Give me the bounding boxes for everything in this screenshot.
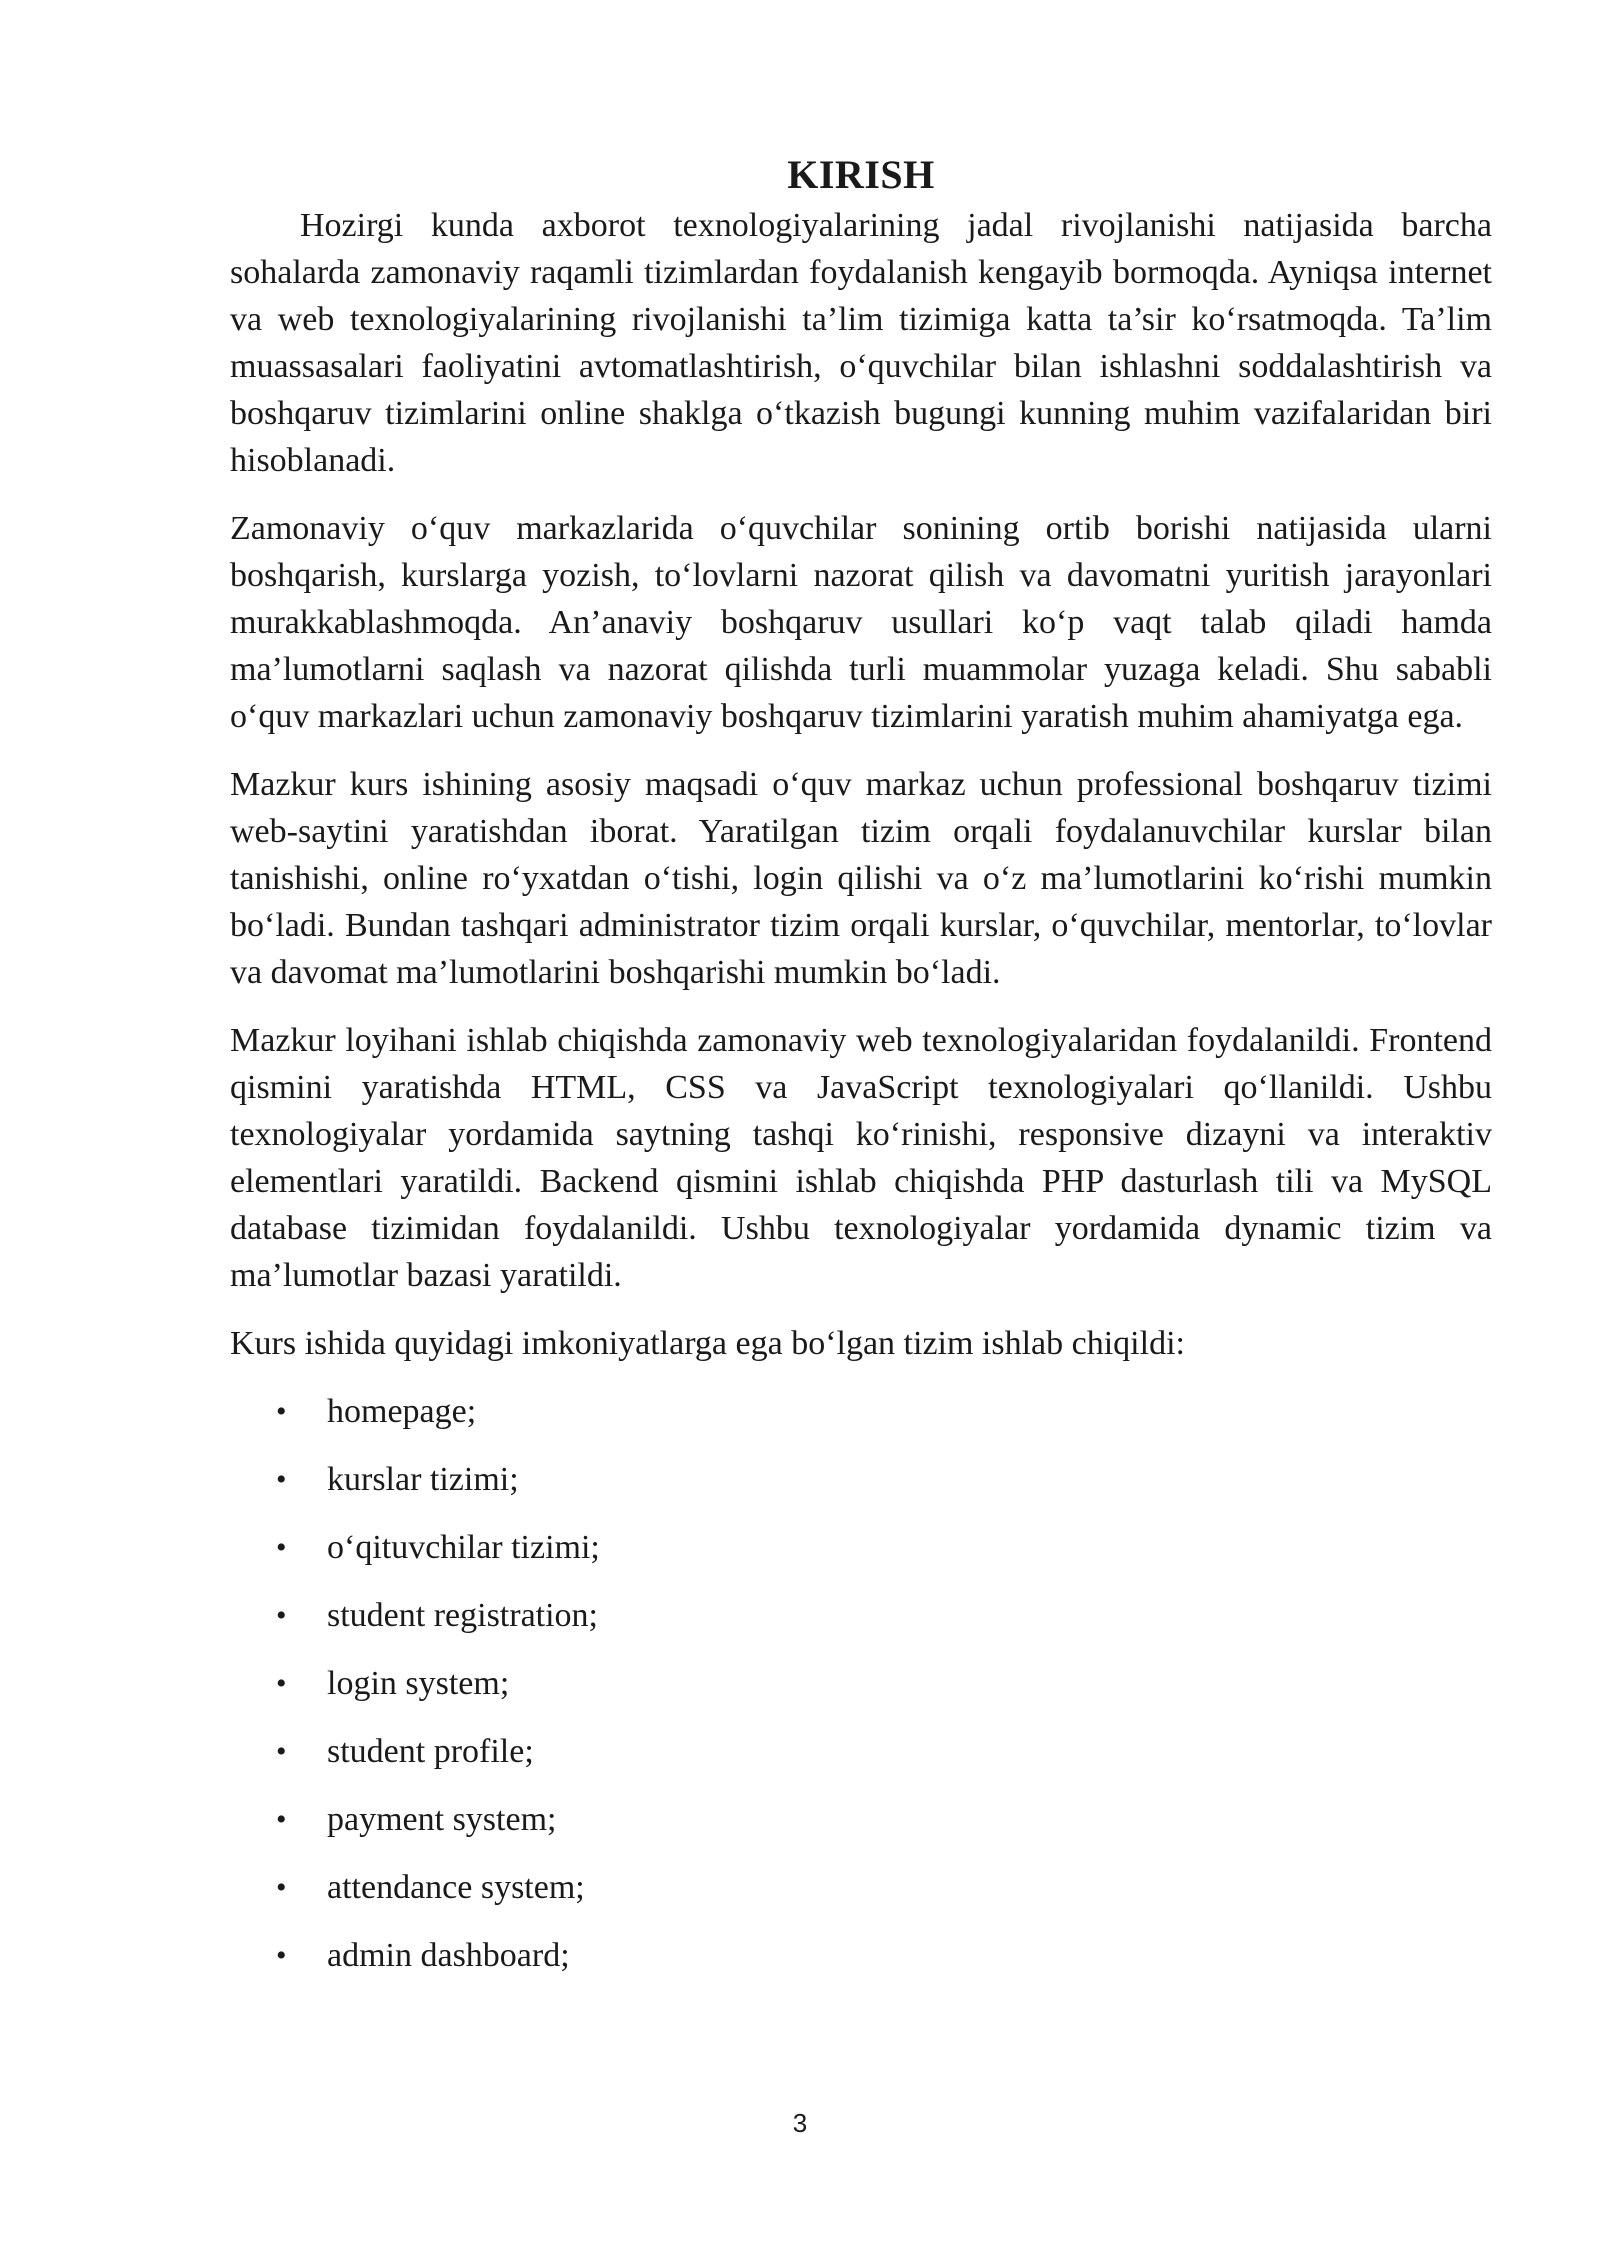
list-item [230,1660,1492,1707]
bullet-icon: • [276,1735,287,1768]
list-item [230,1524,1492,1571]
list-item-text: payment system; [327,1801,557,1838]
list-item [230,1864,1492,1911]
bullet-icon: • [276,1463,287,1496]
page-number: 3 [792,2108,808,2138]
bullet-icon: • [276,1871,287,1904]
list-item-text: login system; [327,1665,510,1702]
list-item [230,1592,1492,1639]
paragraph-goal: Mazkur kurs ishining asosiy maqsadi o‘quv markaz uchun professional boshqaruv tizimi web-saytini yaratishdan iborat. Yaratilgan tizim orqali foydalanuvchilar kurslar bilan tanishishi, online ro‘yxatdan o‘tishi, login qilishi va o‘z ma’lumotlarini ko‘rishi mumkin bo‘ladi. Bundan tashqari administrator tizim orqali kurslar, o‘quvchilar, mentorlar, to‘lovlar va davomat ma’lumotlarini boshqarishi mumkin bo‘ladi. [230,766,1492,991]
list-item-text: student profile; [327,1733,534,1770]
list-item [230,1728,1492,1775]
list-item [230,1796,1492,1843]
document-page [230,150,1492,2000]
paragraph-problem: Zamonaviy o‘quv markazlarida o‘quvchilar sonining ortib borishi natijasida ularni boshqarish, kurslarga yozish, to‘lovlarni nazorat qilish va davomatni yuritish jarayonlari murakkablashmoqda. An’anaviy boshqaruv usullari ko‘p vaqt talab qiladi hamda ma’lumotlarni saqlash va nazorat qilishda turli muammolar yuzaga keladi. Shu sababli o‘quv markazlari uchun zamonaviy boshqaruv tizimlarini yaratish muhim ahamiyatga ega. [230,510,1492,735]
list-item-text: kurslar tizimi; [327,1461,519,1498]
list-item [230,1388,1492,1435]
list-item-text: admin dashboard; [327,1937,570,1974]
list-item-text: attendance system; [327,1869,585,1906]
paragraph-intro: Hozirgi kunda axborot texnologiyalarining jadal rivojlanishi natijasida barcha sohalarda zamonaviy raqamli tizimlardan foydalanish kengayib bormoqda. Ayniqsa internet va web texnologiyalarining rivojlanishi ta’lim tizimiga katta ta’sir ko‘rsatmoqda. Ta’lim muassasalari faoliyatini avtomatlashtirish, o‘quvchilar bilan ishlashni soddalashtirish va boshqaruv tizimlarini online shaklga o‘tkazish bugungi kunning muhim vazifalaridan biri hisoblanadi. [230,207,1492,479]
feature-list [230,1388,1492,1979]
bullet-icon: • [276,1667,287,1700]
bullet-icon: • [276,1599,287,1632]
paragraph-features-lead: Kurs ishida quyidagi imkoniyatlarga ega bo‘lgan tizim ishlab chiqildi: [230,1325,1185,1362]
bullet-icon: • [276,1531,287,1564]
list-item-text: o‘qituvchilar tizimi; [327,1529,600,1566]
list-item-text: student registration; [327,1597,599,1634]
list-item-text: homepage; [327,1393,477,1430]
bullet-icon: • [276,1939,287,1972]
bullet-icon: • [276,1395,287,1428]
paragraph-technologies: Mazkur loyihani ishlab chiqishda zamonaviy web texnologiyalaridan foydalanildi. Frontend qismini yaratishda HTML, CSS va JavaScript texnologiyalari qo‘llanildi. Ushbu texnologiyalar yordamida saytning tashqi ko‘rinishi, responsive dizayni va interaktiv elementlari yaratildi. Backend qismini ishlab chiqishda PHP dasturlash tili va MySQL database tizimidan foydalanildi. Ushbu texnologiyalar yordamida dynamic tizim va ma’lumotlar bazasi yaratildi. [230,1022,1492,1294]
bullet-icon: • [276,1803,287,1836]
page-title: KIRISH [787,152,935,197]
list-item [230,1932,1492,1979]
list-item [230,1456,1492,1503]
